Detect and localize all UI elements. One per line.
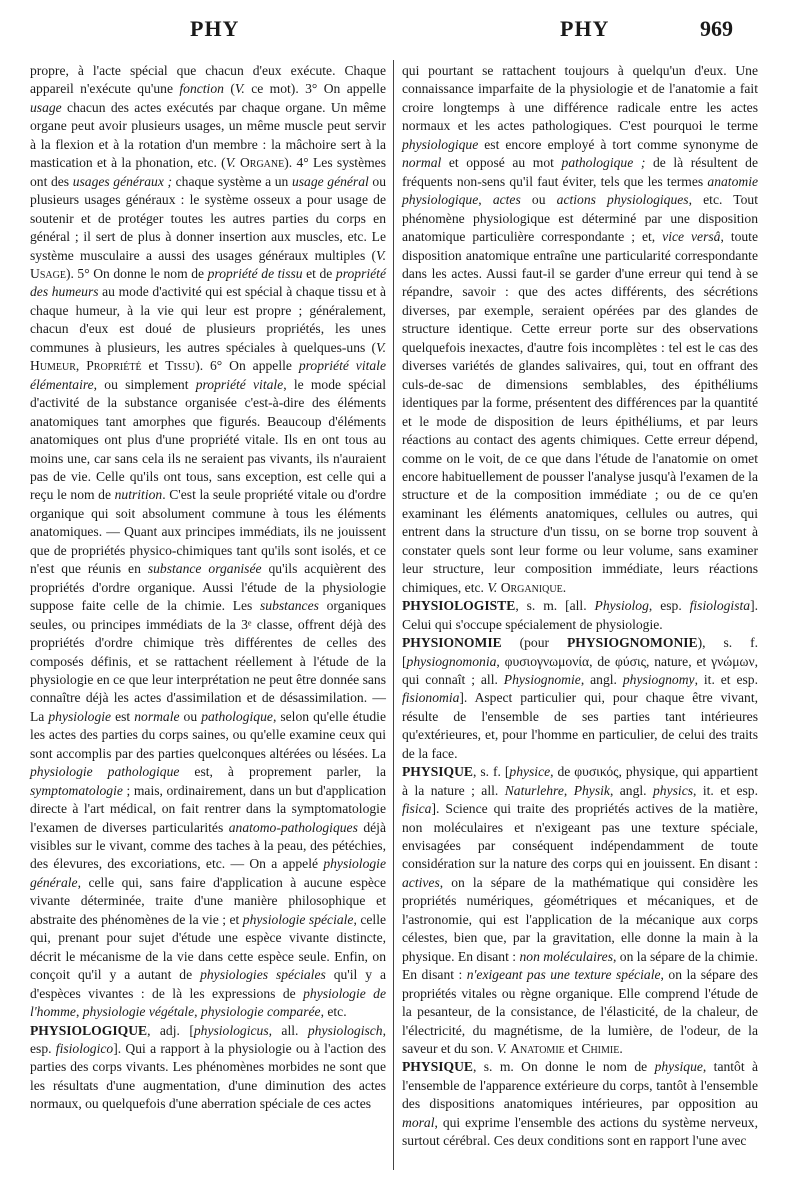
- text-run: ; mais, ordinairement, dans un but d'application directe à l'art médical, on fait rentrer dans la symptomatologie l'examen de diverses particularités: [30, 782, 386, 835]
- text-run: et de: [302, 265, 336, 281]
- italic-run: Physiognomie: [503, 671, 581, 687]
- italic-run: physiologie comparée: [200, 1004, 321, 1020]
- right-running-head: PHY: [560, 16, 610, 41]
- right-column: [402, 62, 758, 1151]
- text-run: , etc.: [320, 1004, 347, 1020]
- headword: PHYSIQUE: [402, 764, 474, 780]
- italic-run: fisica: [402, 801, 432, 817]
- italic-run: physiologie: [48, 708, 112, 724]
- text-run: ). 4° Les systèmes ont des: [30, 155, 386, 189]
- italic-run: physiologie générale: [30, 856, 386, 890]
- italic-run: substances: [260, 598, 319, 614]
- text-run: (: [223, 81, 235, 97]
- text-run: , de φυσικός, physique, qui appartient à la nature ; all.: [402, 764, 758, 798]
- italic-run: V.: [487, 579, 498, 595]
- text-run: , qui exprime l'ensemble des actions du système nerveux, surtout cérébral. Ces deux conditions sont en rapport l'une avec: [402, 1114, 758, 1149]
- headword: PHYSIQUE: [402, 1059, 474, 1075]
- headword: PHYSIONOMIE: [402, 635, 502, 651]
- text-run: qui pourtant se rattachent toujours à quelqu'un d'eux. Une connaissance imparfaite de la physiologie et de l'anatomie a fait croire longtemps à une différence radicale entre les actes normaux et les actes pathologiques. C'est pourquoi le terme: [402, 63, 758, 134]
- italic-run: pathologique: [201, 708, 273, 724]
- text-run: chaque système a un: [172, 173, 292, 189]
- text-run: , toute disposition anatomique entraîne une particularité correspondante dans les actes. Aussi faut-il se garder d'une erreur qui tend à se répandre, savoir : que des actes différents, des sécrétions diverses, par exemple, seraient opérées par des glandes de structure identique. Cette erreur porte sur des observations quelquefois inexactes, d'autre fois incomplètes : tel est le cas des diverses variétés de glandes salivaires, qui, tout en offrant des culs-de-sac de dimensions semblables, des épithéliums identiques par la forme, présentent des différences par la quantité et le mode de disposition de leurs épithéliums, et par leurs réactions au contact des agents chimiques. Cette erreur dépend, comme on le voit, de ce que dans l'étude de l'anatomie on omet encore habituellement de pousser l'analyse jusqu'à l'examen de la structure et de la composition immédiate ; ou de ce qu'en examinant les éléments anatomiques, cellules ou autres, qui entrent dans la structure d'un tissu, on se borne trop souvent à constater quels sont leur forme ou leur volume, sans examiner leur structure, leur composition immédiate, leurs réactions chimiques, etc.: [402, 229, 758, 595]
- text-run: , φυσιογνωμονία, de φύσις, nature, et γνώμων, qui connaît ; all.: [402, 653, 758, 687]
- italic-run: physiologicus: [193, 1022, 269, 1038]
- entry-physiologique: [30, 1022, 386, 1114]
- text-run: , le mode spécial d'activité de la substance organisée c'est-à-dire des éléments anatomiques tant amorphes que figurés. Beaucoup d'éléments anatomiques ont plus d'une propriété vitale. Ils en ont tous au moins une, car sans cela ils ne seraient pas vivants, ils n'auraient pas de vie. Celle qu'ils ont tous, sans exception, est celle qui a reçu le nom de: [30, 376, 386, 503]
- italic-run: usages généraux ;: [72, 173, 173, 189]
- italic-run: Naturlehre: [504, 782, 564, 798]
- text-run: , angl.: [580, 671, 623, 687]
- italic-run: substance organisée: [147, 561, 262, 577]
- text-run: qu'il y a d'espèces vivantes : de là les expressions de: [30, 967, 386, 1001]
- small-caps-run: Chimie: [581, 1041, 620, 1057]
- small-caps-run: Tissu: [165, 358, 196, 374]
- left-column: [30, 62, 386, 1114]
- text-run: ]. Celui qui s'occupe spécialement de physiologie.: [402, 598, 758, 632]
- italic-run: propriété vitale: [195, 376, 284, 392]
- italic-run: physics: [653, 782, 694, 798]
- text-run: est, à proprement parler, la: [179, 764, 386, 780]
- italic-run: physiologisch: [307, 1022, 383, 1038]
- left-running-head: PHY: [190, 16, 240, 41]
- text-run: , it. et esp.: [694, 671, 758, 687]
- italic-run: propriété vitale élémentaire: [30, 358, 386, 392]
- text-run: chacun des actes exécutés par chaque organe. Un même organe peut avoir plusieurs usages, un même muscle peut servir à la flexion et à la rotation d'un membre : la mâchoire sert à la mastication et à la phonation, etc. (: [30, 99, 386, 171]
- text-run: , selon qu'elle étudie les actes des parties du corps saines, ou qu'elle examine ceux qui sont accomplis par des parties quelconques altérées ou lésées. La: [30, 708, 386, 761]
- entry-physionomie: [402, 634, 758, 763]
- italic-run: usage: [30, 99, 62, 115]
- text-run: de là résultent de fréquents non-sens qu'il faut éviter, tels que les termes: [402, 155, 758, 189]
- italic-run: pathologique ;: [561, 155, 646, 171]
- text-run: , adj. [: [147, 1022, 194, 1038]
- italic-run: actes: [492, 192, 521, 208]
- text-run: ]. Aspect particulier qui, pour chaque être vivant, résulte de l'ensemble de ses parties tant intérieures qu'extérieures, et, pour l'homme en particulier, de celui des traits de la face.: [402, 690, 758, 761]
- text-run: . C'est la seule propriété vitale ou d'ordre organique qui soit absolument commune à tous les éléments anatomiques. — Quant aux principes immédiats, ils ne jouissent que de propriétés physico-chimiques tant qu'ils sont isolés, et ce n'est que réunis en: [30, 487, 386, 577]
- italic-run: V.: [234, 81, 245, 97]
- text-run: , celle qui, prenant pour sujet d'étude une espèce vivante distincte, décrit le mécanisme de la vie dans cette espèce seule. Enfin, on conçoit qu'il y a autant de: [30, 911, 387, 983]
- text-run: , tantôt à l'ensemble de l'apparence extérieure du corps, tantôt à l'ensemble des dispositions anatomiques intérieures, par opposition au: [402, 1059, 759, 1112]
- italic-run: actions physiologiques: [556, 192, 689, 208]
- italic-run: physiologie de l'homme: [30, 985, 387, 1020]
- text-run: au mode d'activité qui est spécial à chaque tissu et à chaque humeur, à la vie qui leur est propre ; généralement, chacun d'eux est doué de plusieurs propriétés, les unes communes à plusieurs, les autres spéciales à quelques-uns (: [30, 284, 386, 355]
- text-run: ,: [563, 782, 574, 798]
- text-run: , on la sépare de la chimie. En disant :: [402, 948, 758, 983]
- headword: PHYSIOGNOMONIE: [566, 635, 698, 651]
- text-run: .: [562, 579, 567, 595]
- text-run: propre, à l'acte spécial que chacun d'eux exécute. Chaque appareil n'exécute qu'une: [30, 63, 386, 97]
- italic-run: normal: [402, 155, 442, 171]
- italic-run: Physiolog: [594, 598, 649, 614]
- text-run: , it. et esp.: [693, 782, 758, 798]
- italic-run: physiologie végétale: [82, 1004, 195, 1020]
- entry-physiologique-continued: [402, 62, 758, 597]
- text-run: , etc. Tout phénomène physiologique est déterminé par une disposition anatomique particulière correspondante ; et,: [402, 192, 759, 245]
- italic-run: moral: [402, 1114, 435, 1130]
- column-rule: [393, 60, 394, 1170]
- text-run: ,: [194, 1004, 201, 1020]
- text-run: ,: [75, 1004, 83, 1020]
- italic-run: fisiologico: [55, 1041, 114, 1057]
- italic-run: anatomo-pathologiques: [228, 819, 358, 835]
- page-number: 969: [700, 16, 733, 41]
- text-run: ), s. f. [: [402, 635, 758, 669]
- italic-run: fonction: [179, 81, 224, 97]
- small-caps-run: Organique: [500, 579, 563, 595]
- text-run: déjà visibles sur le vivant, comme des taches à la peau, des pétéchies, des élevures, des excoriations, etc. — On a appelé: [30, 819, 386, 872]
- text-run: et opposé au mot: [441, 155, 562, 171]
- text-run: ]. Science qui traite des propriétés actives de la matière, non moléculaires et n'exigeant pas une texture spéciale, envisagées par conséquent indépendamment de toute considération sur la nature des corps qui en jouissent. En disant :: [402, 801, 758, 872]
- text-run: , s. f. [: [473, 764, 510, 780]
- italic-run: actives: [402, 874, 440, 890]
- text-run: , on la sépare de la mathématique qui considère les propriétés numériques, géométriques et mécaniques, et de l'astronomie, qui est l'application de la mécanique aux corps célestes, bien que, par la gravitation, elle donne la main à la physique. En disant :: [402, 874, 758, 964]
- entry-physique-masculine: [402, 1058, 758, 1150]
- italic-run: propriété des humeurs: [30, 265, 386, 300]
- italic-run: nutrition: [114, 487, 163, 503]
- italic-run: physiognomonia: [406, 653, 497, 669]
- text-run: ]. Qui a rapport à la physiologie ou à l'action des parties des corps vivants. Les phénomènes morbides ne sont que les résultats d'une augmentation, d'une diminution des actes normaux, ou quelquefois d'une aberration spéciale de ces actes: [30, 1041, 386, 1112]
- italic-run: non moléculaires: [519, 948, 613, 964]
- running-header: [0, 16, 800, 56]
- entry-physiologiste: [402, 597, 758, 634]
- text-run: organiques seules, ou principes immédiats de la 3ᵉ classe, offrent déjà des propriétés d'ordre chimique très différentes de celles des composés définis, et se rattachent réellement à l'étude de la physiologie en ce que leur interprétation ne peut être donnée sans connaître déjà les actes d'assimilation et de désassimilation. — La: [30, 598, 386, 724]
- entry-physiologie-continued: [30, 62, 386, 1022]
- italic-run: physiologies spéciales: [200, 967, 326, 983]
- text-run: ou: [179, 708, 202, 724]
- text-run: , celle qui, sans faire d'application à aucune espèce vivante déterminée, traite d'une manière philosophique et abstraite des phénomènes de la vie ; et: [30, 874, 386, 927]
- text-run: .: [619, 1041, 623, 1057]
- italic-run: fisiologista: [689, 598, 751, 614]
- text-run: (pour: [501, 635, 567, 651]
- text-run: est: [111, 708, 135, 724]
- entry-physique-feminine: [402, 763, 758, 1058]
- italic-run: fisionomia: [402, 690, 460, 706]
- italic-run: physiologie spéciale: [242, 911, 354, 927]
- italic-run: physiognomy: [622, 671, 695, 687]
- small-caps-run: Usage: [30, 265, 66, 281]
- headword: PHYSIOLOGISTE: [402, 598, 516, 614]
- text-run: , all.: [268, 1022, 308, 1038]
- text-run: est encore employé à tort comme synonyme de: [478, 136, 758, 152]
- headword: PHYSIOLOGIQUE: [30, 1022, 148, 1038]
- text-run: ). 6° On appelle: [195, 358, 299, 374]
- italic-run: V.: [376, 247, 386, 263]
- italic-run: physice: [509, 764, 551, 780]
- italic-run: physique: [654, 1059, 703, 1075]
- italic-run: V.: [225, 155, 236, 171]
- text-run: et: [564, 1041, 582, 1057]
- text-run: , s. m. [all.: [515, 598, 595, 614]
- italic-run: physiologie pathologique: [30, 764, 180, 780]
- text-run: ce mot). 3° On appelle: [244, 81, 386, 97]
- text-run: ou plusieurs usages généraux : le système osseux a pour usage de soutenir et de protéger toutes les autres parties du corps en général ; il sert de plus à donner insertion aux muscles, etc. Le système musculaire a aussi des usages généraux multiples (: [30, 173, 386, 263]
- small-caps-run: Humeur, Propriété: [30, 358, 142, 374]
- small-caps-run: Organe: [239, 155, 285, 171]
- small-caps-run: Anatomie: [510, 1041, 565, 1057]
- text-run: , esp.: [648, 598, 690, 614]
- italic-run: n'exigeant pas une texture spéciale: [466, 967, 661, 983]
- italic-run: propriété de tissu: [207, 265, 303, 281]
- italic-run: V.: [376, 339, 386, 355]
- text-run: ou: [520, 192, 557, 208]
- italic-run: vice versâ: [662, 229, 721, 245]
- italic-run: symptomatologie: [30, 782, 123, 798]
- text-run: , esp.: [30, 1022, 387, 1057]
- text-run: , on la sépare des propriétés vitales ou règne organique. Elle comprend l'étude de la pesanteur, de la consistance, de l'élasticité, de la chaleur, de l'électricité, du magnétisme, de la lumière, de l'odeur, de la saveur et du son.: [402, 967, 758, 1057]
- italic-run: anatomie physiologique: [402, 173, 758, 208]
- text-run: ). 5° On donne le nom de: [65, 265, 208, 281]
- text-run: , s. m. On donne le nom de: [473, 1059, 655, 1075]
- text-run: et: [141, 358, 166, 374]
- text-run: , angl.: [609, 782, 653, 798]
- italic-run: Physik: [573, 782, 610, 798]
- italic-run: physiologique: [402, 136, 479, 152]
- text-run: qu'ils acquièrent des propriétés d'ordre organique. Aussi l'étude de la physiologie suppose faite celle de la chimie. Les: [30, 561, 386, 614]
- text-run: , ou simplement: [93, 376, 196, 392]
- text-run: ,: [478, 192, 493, 208]
- italic-run: V.: [496, 1041, 507, 1057]
- italic-run: normale: [134, 708, 180, 724]
- italic-run: usage général: [291, 173, 369, 189]
